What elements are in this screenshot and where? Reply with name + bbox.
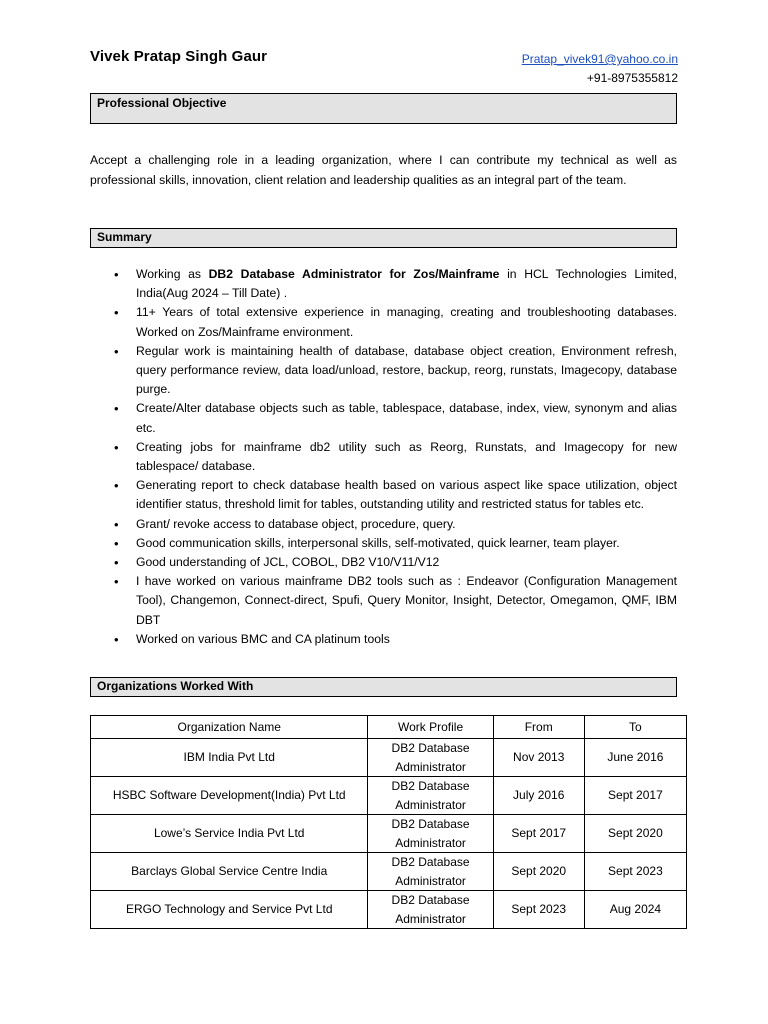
from-date-cell: Sept 2017 (493, 815, 584, 853)
summary-item: • I have worked on various mainframe DB2 tools such as : Endeavor (Configuration Management Tool), Changemon, Connect-direct, Spufi, Query Monitor, Insight, Detector, Omegamon, QMF, IBM DBT (90, 572, 677, 630)
table-row (91, 891, 687, 929)
column-header-from: From (493, 716, 584, 739)
summary-item: • Creating jobs for mainframe db2 utility such as Reorg, Runstats, and Imagecopy for new tablespace/ database. (90, 438, 677, 476)
org-name-cell: IBM India Pvt Ltd (91, 739, 368, 777)
summary-item: • Grant/ revoke access to database object, procedure, query. (90, 515, 677, 534)
summary-item: • Regular work is maintaining health of database, database object creation, Environment refresh, query performance review, data load/unload, restore, backup, reorg, runstats, Imagecopy, database purge. (90, 342, 677, 400)
column-header-organization: Organization Name (91, 716, 368, 739)
summary-item: • Create/Alter database objects such as table, tablespace, database, index, view, synonym and alias etc. (90, 399, 677, 437)
summary-item: • 11+ Years of total extensive experience in managing, creating and troubleshooting databases. Worked on Zos/Mainframe environment. (90, 303, 677, 341)
to-date-cell: Sept 2023 (584, 853, 686, 891)
org-name-cell: Lowe’s Service India Pvt Ltd (91, 815, 368, 853)
summary-heading: Summary (90, 228, 677, 248)
work-profile-cell: DB2 Database Administrator (368, 853, 493, 891)
to-date-cell: June 2016 (584, 739, 686, 777)
summary-item: • Good understanding of JCL, COBOL, DB2 V10/V11/V12 (90, 553, 677, 572)
summary-item: • Working as DB2 Database Administrator for Zos/Mainframe in HCL Technologies Limited, India(Aug 2024 – Till Date) . (90, 265, 677, 303)
to-date-cell: Sept 2017 (584, 777, 686, 815)
from-date-cell: Sept 2020 (493, 853, 584, 891)
work-profile-cell: DB2 Database Administrator (368, 739, 493, 777)
work-profile-cell: DB2 Database Administrator (368, 891, 493, 929)
column-header-work-profile: Work Profile (368, 716, 493, 739)
phone-number: +91-8975355812 (586, 71, 678, 85)
to-date-cell: Sept 2020 (584, 815, 686, 853)
work-profile-cell: DB2 Database Administrator (368, 777, 493, 815)
table-header-row (91, 716, 687, 739)
org-name-cell: Barclays Global Service Centre India (91, 853, 368, 891)
from-date-cell: July 2016 (493, 777, 584, 815)
summary-list (90, 265, 677, 649)
summary-item: • Worked on various BMC and CA platinum tools (90, 630, 677, 649)
table-row (91, 777, 687, 815)
email-link[interactable]: Pratap_vivek91@yahoo.co.in (521, 52, 678, 66)
organizations-heading: Organizations Worked With (90, 677, 677, 697)
summary-item: • Good communication skills, interpersonal skills, self-motivated, quick learner, team player. (90, 534, 677, 553)
objective-heading: Professional Objective (90, 93, 677, 124)
to-date-cell: Aug 2024 (584, 891, 686, 929)
candidate-name: Vivek Pratap Singh Gaur (90, 48, 268, 65)
contact-block (522, 50, 678, 88)
from-date-cell: Sept 2023 (493, 891, 584, 929)
organizations-table (90, 715, 687, 929)
summary-item: • Generating report to check database health based on various aspect like space utilization, object identifier status, threshold limit for tables, outstanding utility and restricted status for tables etc. (90, 476, 677, 514)
objective-text: Accept a challenging role in a leading organization, where I can contribute my technical as well as professional skills, innovation, client relation and leadership qualities as an integral part of the team. (90, 153, 677, 187)
column-header-to: To (584, 716, 686, 739)
from-date-cell: Nov 2013 (493, 739, 584, 777)
table-row (91, 815, 687, 853)
work-profile-cell: DB2 Database Administrator (368, 815, 493, 853)
table-row (91, 739, 687, 777)
org-name-cell: HSBC Software Development(India) Pvt Ltd (91, 777, 368, 815)
org-name-cell: ERGO Technology and Service Pvt Ltd (91, 891, 368, 929)
table-row (91, 853, 687, 891)
